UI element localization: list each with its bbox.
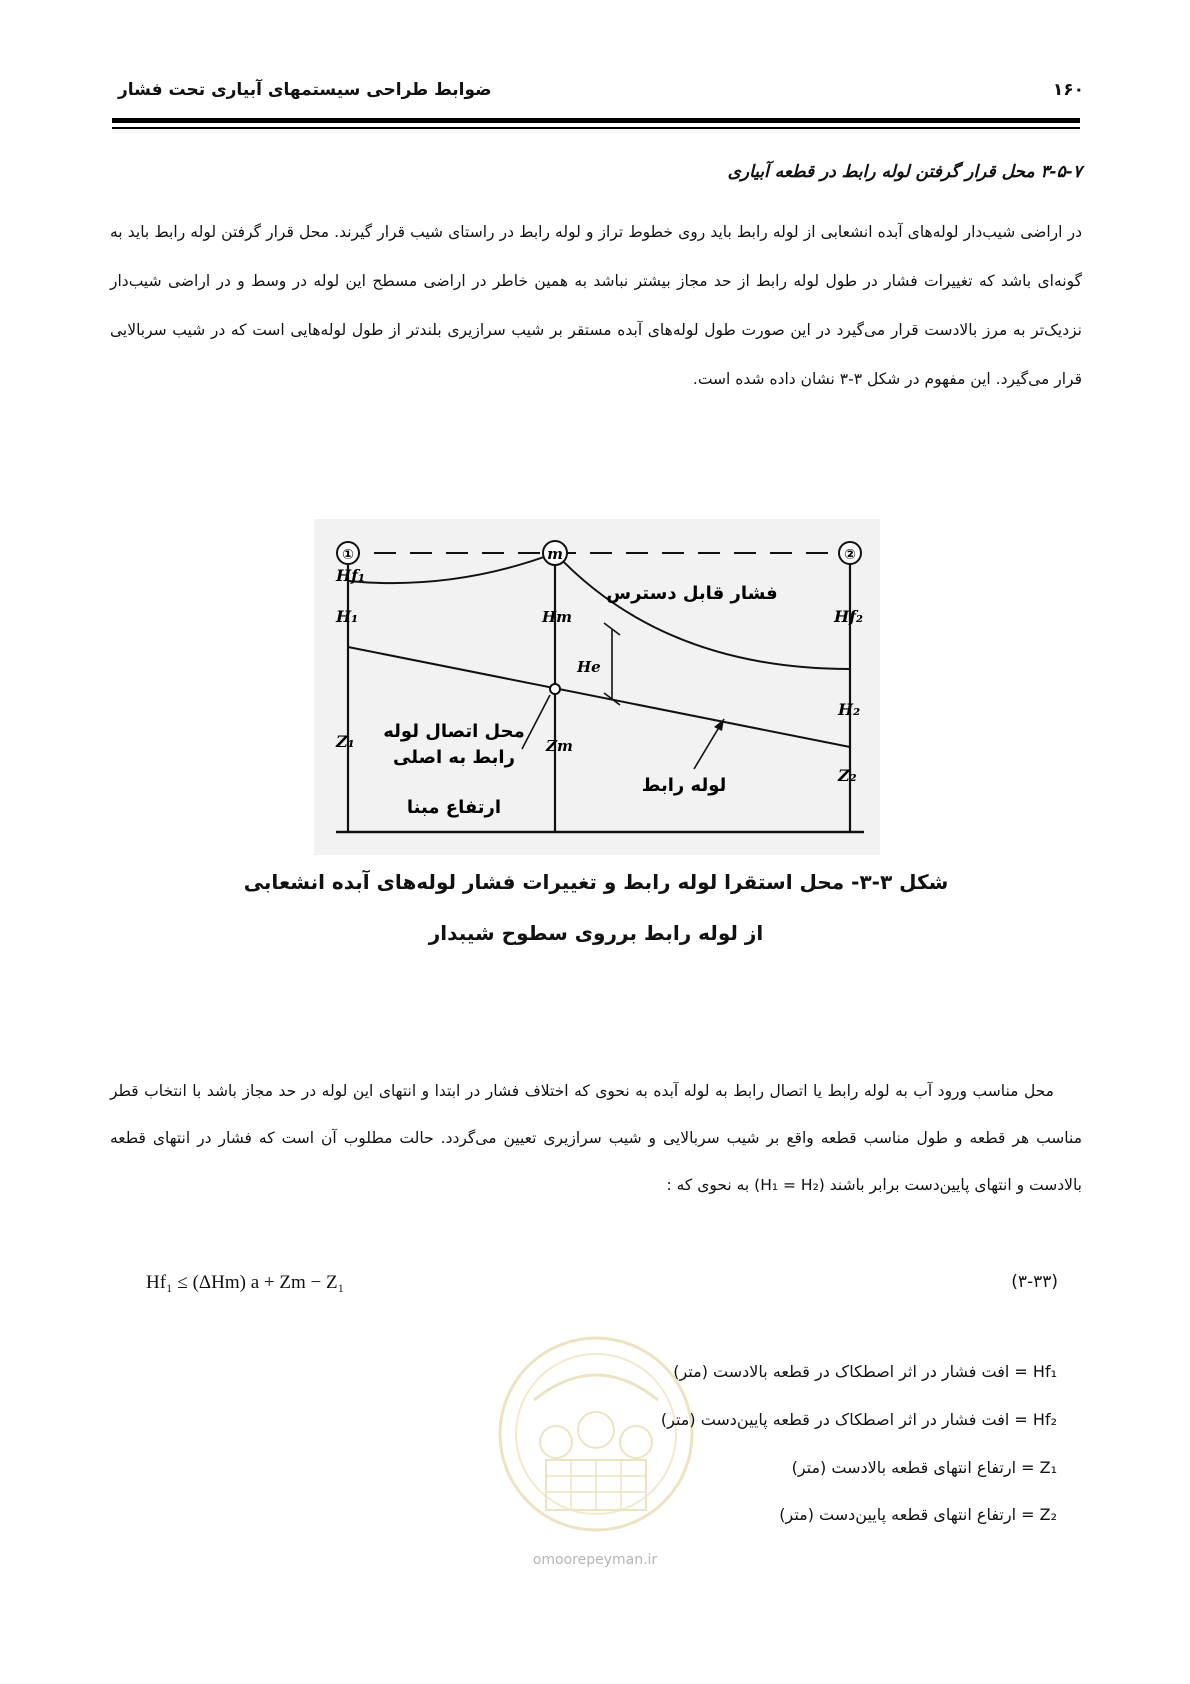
paragraph-explanation: محل مناسب ورود آب به لوله رابط یا اتصال رابط به لوله آبده به نحوی که اختلاف فشار در ابتدا و انتهای این لوله در حد مجاز باشد با انتخاب قطر مناسب هر قطعه و طول مناسب قطعه واقع بر شیب سربالایی و شیب سرازیری تعیین می‌گردد. حالت مطلوب آن است که فشار در انتهای قطعه بالادست و انتهای پایین‌دست برابر باشند (H₁ = H₂) به نحوی که : <box>110 1082 1082 1194</box>
point-1-label: ① <box>342 547 354 563</box>
figure-caption-line1: شکل ۳-۳- محل استقرا لوله رابط و تغییرات فشار لوله‌های آبده انشعابی <box>243 870 949 894</box>
definition-hf1: Hf₁ = افت فشار در اثر اصطکاک در قطعه بالادست (متر) <box>673 1362 1057 1381</box>
paragraph-intro: در اراضی شیب‌دار لوله‌های آبده انشعابی از لوله رابط باید روی خطوط تراز و لوله رابط در راستای شیب قرار گیرند. محل قرار گرفتن لوله رابط باید به گونه‌ای باشد که تغییرات فشار در طول لوله رابط از حد مجاز بیشتر نباشد به همین خاطر در اراضی مسطح این لوله در وسط و در اراضی شیب‌دار نزدیک‌تر به مرز بالادست قرار می‌گیرد در این صورت طول لوله‌های آبده مستقر بر شیب سرازیری بلندتر از طول لوله‌هایی است که در شیب سربالایی قرار می‌گیرد. این مفهوم در شکل ۳-۳ نشان داده شده است. <box>110 223 1082 388</box>
point-m-label: m <box>547 545 563 563</box>
header-rule-thick <box>112 118 1080 123</box>
label-h2: H₂ <box>838 700 861 719</box>
equation-number: (۳-۳۳) <box>1011 1272 1058 1292</box>
label-lateral-pipe: لوله رابط <box>641 775 727 796</box>
label-hf1: Hf₁ <box>336 566 366 585</box>
running-header-title: ضوابط طراحی سیستمهای آبیاری تحت فشار <box>118 80 492 100</box>
watermark-seal-icon <box>494 1330 698 1546</box>
label-z2: Z₂ <box>838 766 857 785</box>
label-zm: Zm <box>546 737 573 755</box>
definition-hf2: Hf₂ = افت فشار در اثر اصطکاک در قطعه پایین‌دست (متر) <box>660 1410 1057 1429</box>
label-junction-line1: محل اتصال لوله <box>383 721 525 742</box>
label-z1: Z₁ <box>336 732 355 751</box>
point-2-label: ② <box>844 547 856 563</box>
page-number: ۱۶۰ <box>1052 80 1084 100</box>
header-rule-thin <box>112 127 1080 129</box>
figure-pressure-diagram <box>314 519 880 855</box>
label-datum: ارتفاع مبنا <box>406 797 502 818</box>
label-junction-line2: رابط به اصلی <box>393 747 515 768</box>
figure-background <box>314 519 880 855</box>
equation-expression: Hf₁ ≤ (ΔHm) a + Zm − Z₁ <box>146 1272 345 1293</box>
label-hf2: Hf₂ <box>834 607 864 626</box>
figure-caption-line2: از لوله رابط برروی سطوح شیبدار <box>428 921 764 945</box>
label-available-pressure: فشار قابل دسترس <box>606 583 778 604</box>
junction-point <box>550 684 560 694</box>
watermark-url: omoorepeyman.ir <box>532 1552 658 1568</box>
label-he: He <box>577 658 601 676</box>
section-heading: ۳-۵-۷ محل قرار گرفتن لوله رابط در قطعه آبیاری <box>727 162 1082 182</box>
label-hm: Hm <box>542 608 573 626</box>
definition-z2: Z₂ = ارتفاع انتهای قطعه پایین‌دست (متر) <box>779 1505 1057 1524</box>
definition-z1: Z₁ = ارتفاع انتهای قطعه بالادست (متر) <box>791 1458 1057 1477</box>
label-h1: H₁ <box>336 607 359 626</box>
